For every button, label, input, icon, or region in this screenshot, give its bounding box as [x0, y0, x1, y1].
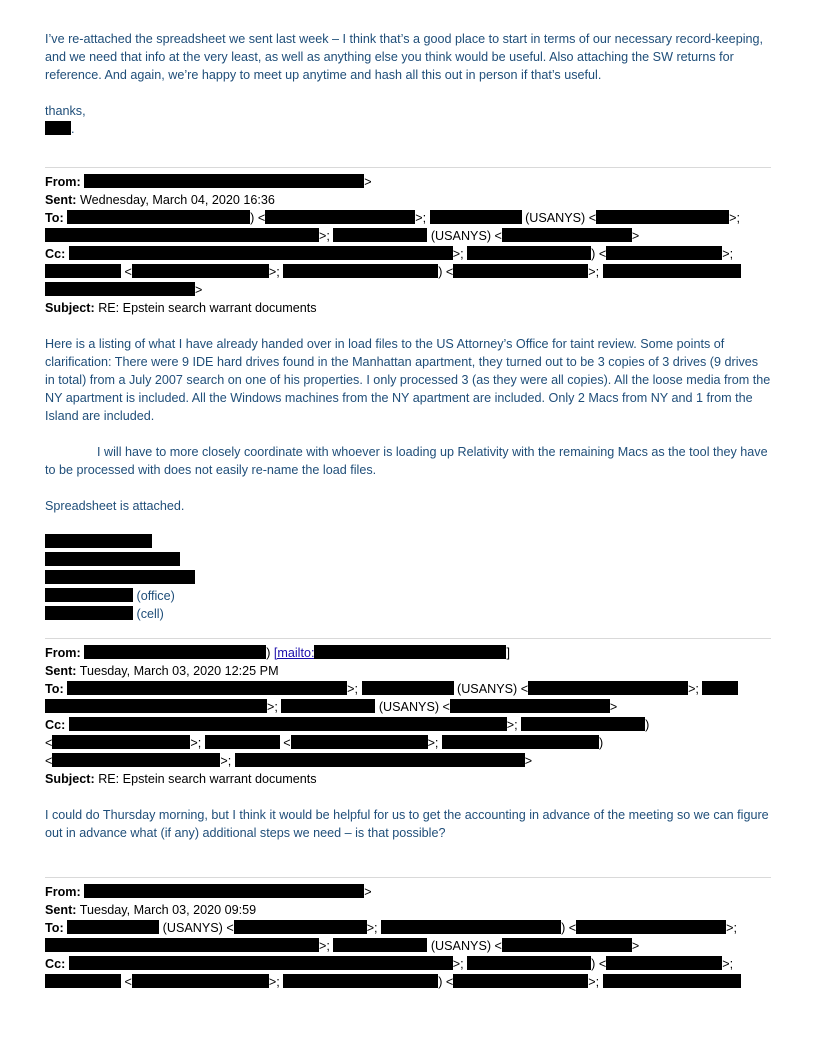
msg1-sig-cell: (cell) — [136, 607, 164, 621]
redaction — [596, 210, 729, 224]
redaction — [52, 753, 220, 767]
redaction — [45, 938, 319, 952]
msg3-from-line: From: > — [45, 885, 372, 899]
redaction — [467, 956, 591, 970]
email-body-top: I’ve re-attached the spreadsheet we sent last week – I think that’s a good place to start in terms of our necessary record-keeping, and we need that info at the very least, as well as anything else you think would be useful. Also attaching the SW returns for reference. And again, we’re happy to meet up anytime and hash all this out in person if that’s useful. — [45, 32, 763, 82]
redaction — [381, 920, 561, 934]
msg2-mailto: [mailto: — [273, 646, 315, 660]
redaction — [606, 246, 722, 260]
redaction — [45, 228, 319, 242]
email-document — [45, 30, 771, 991]
redaction — [576, 920, 726, 934]
redaction — [45, 699, 267, 713]
redaction — [467, 246, 591, 260]
redaction — [702, 681, 738, 695]
msg2-from-line: From: ) [mailto: ] — [45, 646, 510, 660]
redaction — [67, 681, 347, 695]
msg3-sent-label: Sent: — [45, 903, 77, 917]
redaction — [45, 264, 121, 278]
redaction — [528, 681, 688, 695]
redaction — [45, 570, 195, 584]
signoff: thanks, — [45, 104, 86, 118]
signature-cell — [45, 605, 771, 623]
msg1-subject-label: Subject: — [45, 301, 95, 315]
msg1-sent-line — [45, 191, 771, 209]
msg2-subject-label: Subject: — [45, 772, 95, 786]
msg2-cc-line: Cc: >; ) — [45, 718, 650, 732]
msg1-subject-line — [45, 299, 771, 317]
tokens-usanys: (USANYS) — [378, 700, 440, 714]
msg2-sent: Tuesday, March 03, 2020 12:25 PM — [79, 664, 279, 678]
redaction — [333, 228, 427, 242]
redaction — [84, 645, 266, 659]
tokens-usanys: (USANYS) — [430, 939, 492, 953]
redaction — [442, 735, 599, 749]
msg2-subject: RE: Epstein search warrant documents — [98, 772, 317, 786]
tokens-usanys: (USANYS) — [162, 921, 223, 935]
signature-line — [45, 569, 771, 587]
msg1-subject: RE: Epstein search warrant documents — [98, 301, 317, 315]
msg1-sent-label: Sent: — [45, 193, 77, 207]
mailto-link[interactable] — [274, 646, 507, 660]
redaction — [450, 699, 610, 713]
msg2-to-line: To: >; (USANYS) < >; — [45, 680, 771, 698]
redaction — [45, 121, 71, 135]
msg1-from-label: From: — [45, 175, 81, 189]
redaction — [84, 174, 364, 188]
redaction — [606, 956, 722, 970]
tokens-usanys: (USANYS) — [457, 682, 518, 696]
redaction — [67, 920, 159, 934]
redaction — [603, 264, 741, 278]
redaction — [265, 210, 415, 224]
msg1-cc-line-2: < >; ) < >; — [45, 263, 771, 281]
redaction — [67, 210, 250, 224]
tokens-usanys: (USANYS) — [525, 211, 586, 225]
redaction — [234, 920, 367, 934]
redaction — [453, 974, 588, 988]
msg2-sent-label: Sent: — [45, 664, 77, 678]
msg1-cc-label: Cc: — [45, 247, 66, 261]
msg2-cc-line-3: < >; > — [45, 754, 533, 768]
msg1-cc-line-3: > — [45, 281, 771, 299]
msg1-paragraph-2: I will have to more closely coordinate with whoever is loading up Relativity with the remaining Macs as the tool they have to be processed with does not easily re-name the load files. — [45, 445, 768, 477]
msg1-cc-line: Cc: >; ) < >; — [45, 247, 734, 261]
msg3-to-line-2: >; (USANYS) < > — [45, 937, 771, 955]
redaction — [283, 264, 438, 278]
signature-line — [45, 551, 771, 569]
redaction — [314, 645, 506, 659]
msg2-cc-label: Cc: — [45, 718, 66, 732]
msg1-from-line: From: > — [45, 175, 372, 189]
redaction — [45, 606, 133, 620]
redaction — [132, 974, 269, 988]
redaction — [45, 282, 195, 296]
redaction — [502, 938, 632, 952]
msg2-body: I could do Thursday morning, but I think it would be helpful for us to get the accounting in advance of the meeting so we can figure out in advance what (if any) additional steps we need – is that possible? — [45, 808, 769, 840]
msg3-to-line: To: (USANYS) < >; ) < >; — [45, 921, 737, 935]
msg1-paragraph-3: Spreadsheet is attached. — [45, 499, 185, 513]
msg2-to-line-2: >; (USANYS) < > — [45, 698, 771, 716]
redaction — [453, 264, 588, 278]
email-top-signoff-dot: . — [71, 122, 75, 136]
redaction — [333, 938, 427, 952]
redaction — [603, 974, 741, 988]
msg1-to-line: To: ) < >; (USANYS) < >; — [45, 211, 740, 225]
redaction — [45, 974, 121, 988]
signoff-name — [45, 120, 771, 138]
msg2-from-label: From: — [45, 646, 81, 660]
divider — [45, 638, 771, 639]
redaction — [362, 681, 454, 695]
redaction — [283, 974, 438, 988]
redaction — [205, 735, 280, 749]
msg3-cc-label: Cc: — [45, 957, 66, 971]
redaction — [281, 699, 375, 713]
redaction — [521, 717, 645, 731]
redaction — [291, 735, 428, 749]
msg3-cc-line-2: < >; ) < >; — [45, 973, 771, 991]
redaction — [52, 735, 190, 749]
redaction — [45, 552, 180, 566]
msg3-cc-line: Cc: >; ) < >; — [45, 957, 734, 971]
msg2-cc-line-2: < >; < >; ) — [45, 736, 604, 750]
redaction — [69, 717, 507, 731]
redaction — [132, 264, 269, 278]
divider — [45, 877, 771, 878]
redaction — [430, 210, 522, 224]
redaction — [45, 534, 152, 548]
msg3-from-label: From: — [45, 885, 81, 899]
tokens-usanys: (USANYS) — [430, 229, 492, 243]
msg1-to-line-2: >; (USANYS) < > — [45, 227, 771, 245]
msg3-to-label: To: — [45, 921, 64, 935]
redaction — [69, 246, 453, 260]
msg2-to-label: To: — [45, 682, 64, 696]
redaction — [45, 588, 133, 602]
signature-office — [45, 587, 771, 605]
redaction — [69, 956, 453, 970]
redaction — [84, 884, 364, 898]
msg1-sig-office: (office) — [136, 589, 175, 603]
msg3-sent: Tuesday, March 03, 2020 09:59 — [79, 903, 257, 917]
msg1-sent: Wednesday, March 04, 2020 16:36 — [79, 193, 275, 207]
redaction — [235, 753, 525, 767]
msg1-paragraph-1: Here is a listing of what I have already handed over in load files to the US Attorney’s Office for taint review. Some points of clarification: There were 9 IDE hard drives found in the Manhattan apartment, they turned out to be 3 copies of 3 drives (9 drives in total) from a July 2007 search on one of his properties. I only processed 3 (as they were all copies). All the loose media from the NY apartment is included. All the Windows machines from the NY apartment are included. Only 2 Macs from NY and 1 from the Island are included. — [45, 337, 771, 423]
msg2-sent-line — [45, 662, 771, 680]
msg3-sent-line — [45, 901, 771, 919]
signature-line — [45, 533, 771, 551]
redaction — [502, 228, 632, 242]
divider — [45, 167, 771, 168]
msg2-subject-line — [45, 770, 771, 788]
msg1-to-label: To: — [45, 211, 64, 225]
